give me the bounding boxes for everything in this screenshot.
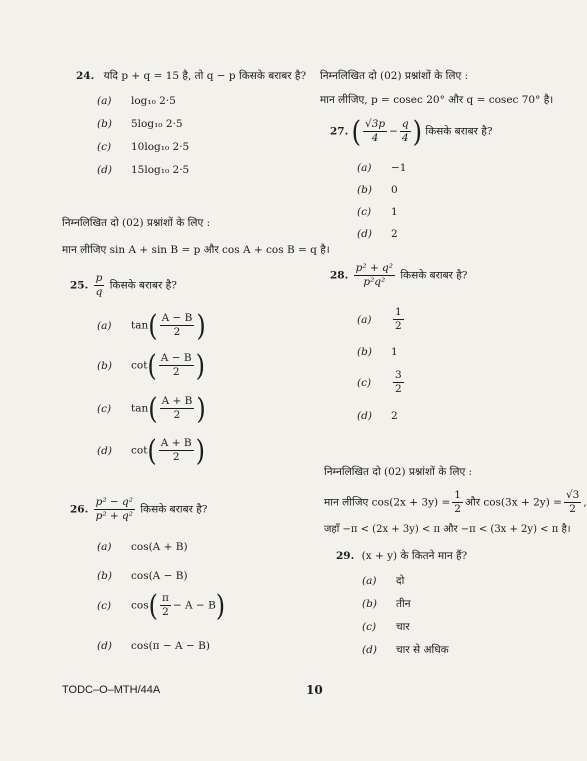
q26-option-c: (c) cos( $\frac{\pi}{2}$ − A − B) <box>97 588 226 623</box>
question-number: 29. <box>336 550 355 562</box>
question-26: 26. $\frac{\text{p² − q²}}{\text{p² + q²}}$ किसके बराबर है? <box>70 496 208 522</box>
q24-option-b: (b) 5log₁₀ 2·5 <box>97 118 183 130</box>
q25-option-a: (a) tan( $\frac{A - B}{2}$ ) <box>97 308 206 343</box>
q27-option-b: (b) 0 <box>357 184 398 196</box>
q25-option-d: (d) cot( $\frac{A + B}{2}$ ) <box>97 433 205 468</box>
page-number: 10 <box>306 683 323 697</box>
q28-option-b: (b) 1 <box>357 346 398 358</box>
q29-option-c: (c) चार <box>362 621 410 633</box>
question-number: 24. <box>76 70 95 82</box>
question-fraction: $\frac{\text{p² − q²}}{\text{p² + q²}}$ <box>95 496 133 522</box>
q28-option-c: (c) $\frac{3}{2}$ <box>357 369 402 395</box>
q24-option-d: (d) 15log₁₀ 2·5 <box>97 164 190 176</box>
question-25: 25. $\frac{p}{q}$ किसके बराबर है? <box>70 272 177 298</box>
q25-option-b: (b) cot( $\frac{A - B}{2}$ ) <box>97 348 205 383</box>
question-number: 25. <box>70 279 89 292</box>
q24-option-a: (a) log₁₀ 2·5 <box>97 95 176 107</box>
q26-option-d: (d) cos(π − A − B) <box>97 640 210 652</box>
q29-option-d: (d) चार से अधिक <box>362 644 449 656</box>
q26-option-a: (a) cos(A + B) <box>97 541 188 553</box>
section-intro-given: मान लीजिए, p = cosec 20° और q = cosec 70° है। <box>320 94 554 106</box>
section-intro-heading: निम्नलिखित दो (02) प्रश्नांशों के लिए : <box>62 217 211 229</box>
question-number: 26. <box>70 503 89 516</box>
paper-code: TODC–O–MTH/44A <box>62 684 161 696</box>
q24-option-c: (c) 10log₁₀ 2·5 <box>97 141 190 153</box>
q27-option-d: (d) 2 <box>357 228 398 240</box>
q29-option-b: (b) तीन <box>362 598 411 610</box>
question-number: 27. <box>330 125 349 138</box>
question-28: 28. $\frac{\text{p² + q²}}{\text{p²q²}}$ किसके बराबर है? <box>330 262 468 288</box>
question-text: यदि p + q = 15 है, तो q − p किसके बराबर है? <box>103 70 307 82</box>
question-fraction: $\frac{p}{q}$ <box>95 272 103 298</box>
q27-option-a: (a) −1 <box>357 162 407 174</box>
question-number: 28. <box>330 269 349 282</box>
q29-option-a: (a) दो <box>362 575 405 587</box>
q25-option-c: (c) tan( $\frac{A + B}{2}$ ) <box>97 391 206 426</box>
section-intro-given: मान लीजिए sin A + sin B = p और cos A + cos B = q है। <box>62 244 330 256</box>
q28-option-a: (a) $\frac{1}{2}$ <box>357 306 402 332</box>
q26-option-b: (b) cos(A − B) <box>97 570 188 582</box>
section-intro-heading: निम्नलिखित दो (02) प्रश्नांशों के लिए : <box>320 70 469 82</box>
section-intro-condition: जहाँ −π < (2x + 3y) < π और −π < (3x + 2y) < π है। <box>324 524 571 535</box>
question-27: 27. ( $\frac{√3p}{4}$ − $\frac{q}{4}$ ) किसके बराबर है? <box>330 114 493 149</box>
question-24 <box>76 69 306 83</box>
question-text: (x + y) के कितने मान हैं? <box>361 550 468 562</box>
section-intro-given: मान लीजिए cos(2x + 3y) = $\frac{1}{2}$ और cos(3x + 2y) = $\frac{√3}{2}$ , <box>324 489 587 515</box>
question-fraction: $\frac{\text{p² + q²}}{\text{p²q²}}$ <box>355 262 393 288</box>
section-intro-heading: निम्नलिखित दो (02) प्रश्नांशों के लिए : <box>324 466 473 478</box>
q27-option-c: (c) 1 <box>357 206 398 218</box>
q28-option-d: (d) 2 <box>357 410 398 422</box>
question-29 <box>336 549 467 563</box>
